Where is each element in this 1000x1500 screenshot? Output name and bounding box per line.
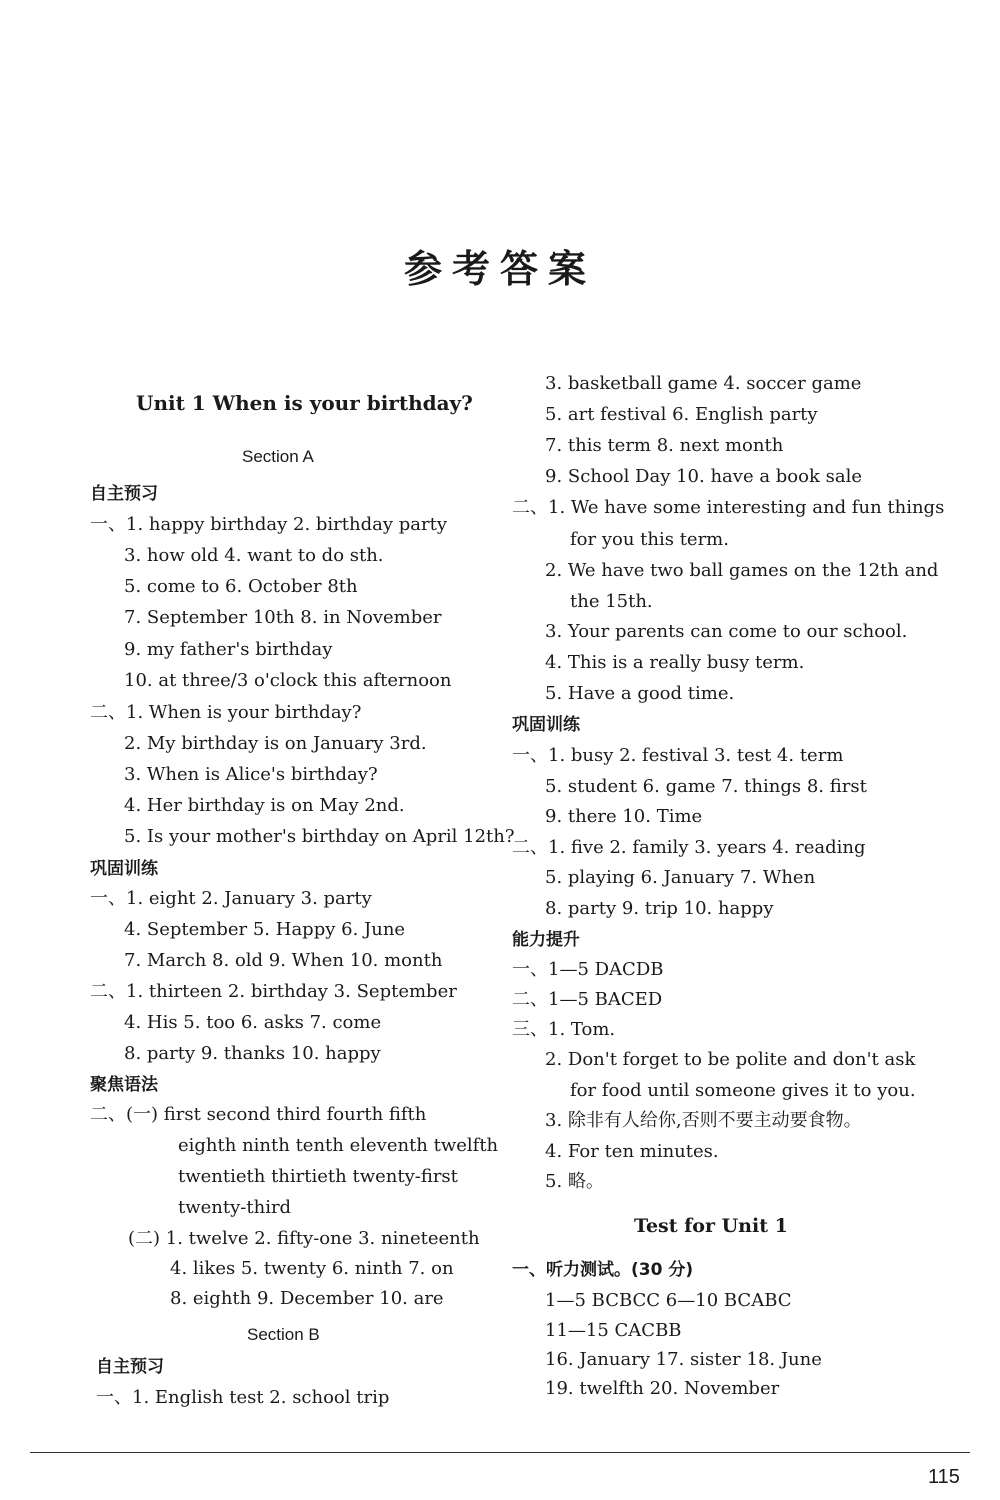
answer-line: 8. party 9. thanks 10. happy xyxy=(124,1043,381,1064)
answer-line: 2. We have two ball games on the 12th and xyxy=(545,560,939,581)
answer-line: 8. eighth 9. December 10. are xyxy=(170,1288,444,1309)
answer-line: 3. When is Alice's birthday? xyxy=(124,764,378,785)
answer-line: twentieth thirtieth twenty-first xyxy=(178,1166,458,1187)
section-heading: 能力提升 xyxy=(512,930,580,950)
answer-line: 7. March 8. old 9. When 10. month xyxy=(124,950,443,971)
answer-line: 5. Have a good time. xyxy=(545,683,735,704)
footer-rule xyxy=(30,1452,970,1453)
section-heading: 巩固训练 xyxy=(90,859,158,879)
answer-line: 4. likes 5. twenty 6. ninth 7. on xyxy=(170,1258,454,1279)
page-title: 参考答案 xyxy=(403,246,596,291)
answer-line: 2. Don't forget to be polite and don't ask xyxy=(545,1049,916,1070)
answer-line: 5. 略。 xyxy=(545,1171,604,1192)
section-heading: 一、听力测试。(30 分) xyxy=(512,1260,694,1280)
answer-line: (二) 1. twelve 2. fifty-one 3. nineteenth xyxy=(128,1228,480,1249)
section-heading: 巩固训练 xyxy=(512,715,580,735)
answer-line: 7. this term 8. next month xyxy=(545,435,784,456)
answer-line: 3. 除非有人给你,否则不要主动要食物。 xyxy=(545,1110,862,1131)
answer-line: 5. come to 6. October 8th xyxy=(124,576,358,597)
answer-line: 2. My birthday is on January 3rd. xyxy=(124,733,427,754)
answer-line: 3. Your parents can come to our school. xyxy=(545,621,908,642)
answer-line: 1—5 BCBCC 6—10 BCABC xyxy=(545,1290,792,1311)
answer-line: 8. party 9. trip 10. happy xyxy=(545,898,774,919)
answer-line: for food until someone gives it to you. xyxy=(570,1080,916,1101)
answer-line: 二、1. When is your birthday? xyxy=(90,702,362,723)
answer-line: the 15th. xyxy=(570,591,653,612)
answer-line: 4. His 5. too 6. asks 7. come xyxy=(124,1012,382,1033)
answer-line: 9. School Day 10. have a book sale xyxy=(545,466,862,487)
page-number: 115 xyxy=(928,1466,960,1488)
answer-line: 二、(一) first second third fourth fifth xyxy=(90,1104,427,1125)
answer-line: 11—15 CACBB xyxy=(545,1320,682,1341)
answer-line: 4. For ten minutes. xyxy=(545,1141,719,1162)
answer-line: 一、1. happy birthday 2. birthday party xyxy=(90,514,448,535)
answer-line: 一、1. English test 2. school trip xyxy=(96,1387,390,1408)
section-title: Test for Unit 1 xyxy=(634,1215,788,1237)
section-title: Section B xyxy=(247,1325,320,1344)
answer-line: 5. art festival 6. English party xyxy=(545,404,818,425)
answer-line: 5. Is your mother's birthday on April 12th? xyxy=(124,826,515,847)
answer-line: 一、1. busy 2. festival 3. test 4. term xyxy=(512,745,844,766)
answer-line: 三、1. Tom. xyxy=(512,1019,616,1040)
answer-line: 5. playing 6. January 7. When xyxy=(545,867,816,888)
answer-line: 10. at three/3 o'clock this afternoon xyxy=(124,670,452,691)
answer-line: 19. twelfth 20. November xyxy=(545,1378,780,1399)
answer-line: 4. Her birthday is on May 2nd. xyxy=(124,795,405,816)
answer-line: 9. there 10. Time xyxy=(545,806,703,827)
answer-line: 二、1—5 BACED xyxy=(512,989,663,1010)
answer-line: 3. how old 4. want to do sth. xyxy=(124,545,384,566)
section-heading: 聚焦语法 xyxy=(90,1075,158,1095)
answer-line: 3. basketball game 4. soccer game xyxy=(545,373,862,394)
answer-line: 4. September 5. Happy 6. June xyxy=(124,919,406,940)
answer-line: 二、1. five 2. family 3. years 4. reading xyxy=(512,837,866,858)
answer-line: 二、1. We have some interesting and fun things xyxy=(512,497,945,518)
answer-line: 4. This is a really busy term. xyxy=(545,652,805,673)
answer-line: 二、1. thirteen 2. birthday 3. September xyxy=(90,981,457,1002)
answer-line: 9. my father's birthday xyxy=(124,639,333,660)
section-heading: 自主预习 xyxy=(96,1357,164,1377)
answer-line: 一、1. eight 2. January 3. party xyxy=(90,888,372,909)
answer-line: eighth ninth tenth eleventh twelfth xyxy=(178,1135,499,1156)
answer-line: 一、1—5 DACDB xyxy=(512,959,664,980)
answer-line: 16. January 17. sister 18. June xyxy=(545,1349,822,1370)
section-title: Unit 1 When is your birthday? xyxy=(136,391,473,415)
section-title: Section A xyxy=(242,447,314,466)
section-heading: 自主预习 xyxy=(90,484,158,504)
answer-line: for you this term. xyxy=(570,529,729,550)
answer-line: 5. student 6. game 7. things 8. first xyxy=(545,776,867,797)
answer-line: 7. September 10th 8. in November xyxy=(124,607,442,628)
answer-line: twenty-third xyxy=(178,1197,292,1218)
